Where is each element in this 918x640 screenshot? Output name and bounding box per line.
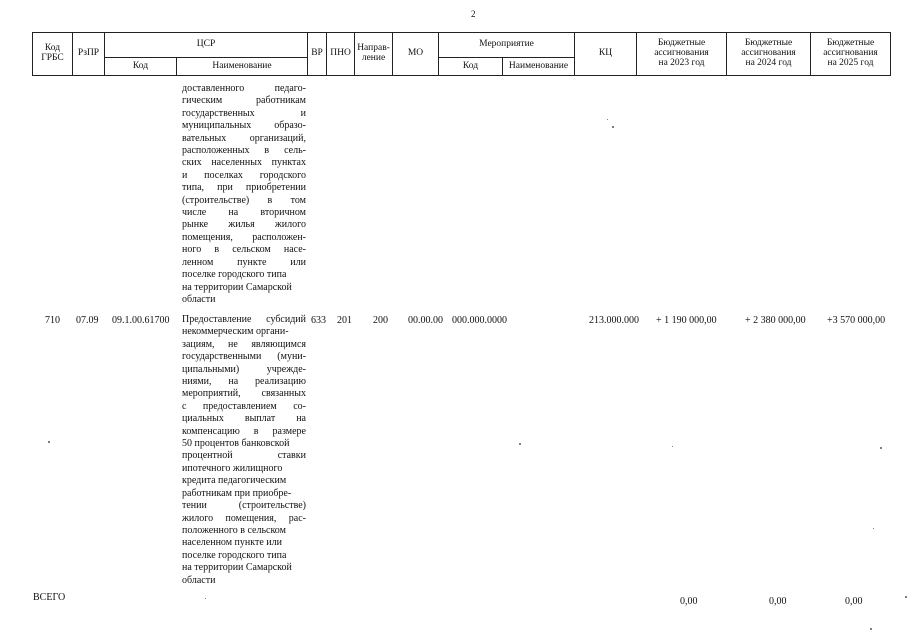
- row-name-line: процентной ставки: [182, 450, 306, 462]
- continued-line: области: [182, 293, 216, 305]
- header-b2024: [727, 33, 811, 76]
- header-napr-line1: Направ-: [357, 43, 390, 54]
- header-pno: ПНО: [327, 33, 355, 76]
- continued-line: ских населенных пунктах: [182, 157, 306, 169]
- scan-speck: [48, 441, 50, 443]
- continued-line: и поселках городского: [182, 169, 306, 181]
- row-name-line: мероприятий, связанных: [182, 388, 306, 400]
- header-csr: ЦСР: [105, 33, 308, 58]
- row-name-line: населенном пункте или: [182, 537, 282, 549]
- continued-line: на территории Самарской: [182, 281, 292, 293]
- header-napr-line2: ление: [361, 53, 386, 63]
- continued-description: [182, 83, 306, 306]
- header-b2023-line1: Бюджетные: [657, 38, 706, 49]
- row-b2023: + 1 190 000,00: [656, 315, 717, 326]
- row-name-line: некоммерческим органи-: [182, 326, 289, 338]
- scan-speck: [880, 447, 882, 449]
- header-b2023-line2: ассигнования: [654, 48, 709, 59]
- header-b2024-line2: ассигнования: [741, 48, 796, 59]
- row-kc: 213.000.000: [589, 315, 639, 326]
- row-name-line: тении (строительстве): [182, 500, 306, 512]
- header-b2025-line1: Бюджетные: [826, 38, 875, 49]
- scan-speck: [905, 596, 907, 598]
- row-csr-name: [182, 314, 306, 587]
- total-b2023: 0,00: [680, 596, 698, 607]
- continued-line: поселке городского типа: [182, 269, 287, 281]
- header-kc: КЦ: [575, 33, 637, 76]
- row-name-line: Предоставление субсидий: [182, 314, 306, 325]
- header-rppr: РзПР: [73, 33, 105, 76]
- table-header: [32, 32, 891, 76]
- header-grbs: [33, 33, 73, 76]
- row-name-line: ципальными) учрежде-: [182, 363, 306, 375]
- header-napr: [355, 33, 393, 76]
- header-b2025-line3: на 2025 год: [827, 57, 874, 68]
- scan-speck: [205, 598, 206, 599]
- row-name-line: области: [182, 574, 216, 586]
- row-name-line: поселке городского типа: [182, 549, 287, 561]
- continued-line: государственных и: [182, 107, 306, 119]
- scan-speck: [873, 528, 874, 529]
- row-name-line: государственными (муни-: [182, 351, 306, 363]
- header-b2023: [637, 33, 727, 76]
- row-meropr-code: 000.000.0000: [452, 315, 507, 326]
- header-mo: МО: [393, 33, 439, 76]
- row-name-line: работникам при приобре-: [182, 487, 292, 499]
- row-name-line: положенного в сельском: [182, 524, 286, 536]
- header-b2024-line3: на 2024 год: [745, 57, 792, 68]
- continued-line: вательных организаций,: [182, 132, 306, 144]
- row-vr: 633: [311, 315, 326, 326]
- total-label: ВСЕГО: [33, 592, 66, 603]
- row-mo: 00.00.00: [408, 315, 443, 326]
- header-b2024-line1: Бюджетные: [744, 38, 793, 49]
- continued-line: гическим работникам: [182, 95, 306, 107]
- row-name-line: на территории Самарской: [182, 562, 292, 574]
- header-csr-code: Код: [105, 58, 177, 76]
- row-csr-code: 09.1.00.61700: [112, 315, 170, 326]
- row-grbs: 710: [45, 315, 60, 326]
- header-meropr-code: Код: [439, 58, 503, 76]
- header-vr: ВР: [308, 33, 327, 76]
- page-number: 2: [471, 9, 476, 19]
- continued-line: числе на вторичном: [182, 207, 306, 219]
- total-b2024: 0,00: [769, 596, 787, 607]
- header-meropr: Мероприятие: [439, 33, 575, 58]
- row-name-line: с предоставлением со-: [182, 400, 306, 412]
- row-rppr: 07.09: [76, 315, 99, 326]
- continued-line: расположенных в сель-: [182, 145, 306, 157]
- row-name-line: 50 процентов банковской: [182, 438, 290, 450]
- header-b2025: [811, 33, 891, 76]
- row-name-line: ниями, на реализацию: [182, 376, 306, 388]
- header-grbs-line2: ГРБС: [41, 53, 64, 63]
- row-napr: 200: [373, 315, 388, 326]
- scan-speck: [519, 443, 521, 445]
- continued-line: помещения, расположен-: [182, 231, 306, 243]
- continued-line: ленном пункте или: [182, 256, 306, 268]
- scan-speck: [672, 446, 673, 447]
- continued-line: доставленного педаго-: [182, 83, 306, 94]
- continued-line: рынке жилья жилого: [182, 219, 306, 231]
- row-name-line: кредита педагогическим: [182, 475, 287, 487]
- row-pno: 201: [337, 315, 352, 326]
- header-b2025-line2: ассигнования: [823, 48, 878, 59]
- continued-line: (строительстве) в том: [182, 194, 306, 206]
- row-b2025: +3 570 000,00: [827, 315, 886, 326]
- header-csr-name: Наименование: [177, 58, 308, 76]
- continued-line: типа, при приобретении: [182, 182, 306, 194]
- continued-line: ного в сельском насе-: [182, 244, 306, 256]
- total-b2025: 0,00: [845, 596, 863, 607]
- row-name-line: жилого помещения, рас-: [182, 512, 306, 524]
- header-b2023-line3: на 2023 год: [658, 57, 705, 68]
- row-name-line: зациям, не являющимся: [182, 338, 306, 350]
- header-meropr-name: Наименование: [503, 58, 575, 76]
- row-name-line: ипотечного жилищного: [182, 462, 283, 474]
- continued-line: муниципальных образо-: [182, 120, 306, 132]
- header-grbs-line1: Код: [44, 43, 61, 54]
- scan-speck: [612, 126, 614, 128]
- row-name-line: циальных выплат на: [182, 413, 306, 425]
- scan-speck: [607, 119, 608, 120]
- scan-speck: [870, 628, 872, 630]
- row-b2024: + 2 380 000,00: [745, 315, 806, 326]
- row-name-line: компенсацию в размере: [182, 425, 306, 437]
